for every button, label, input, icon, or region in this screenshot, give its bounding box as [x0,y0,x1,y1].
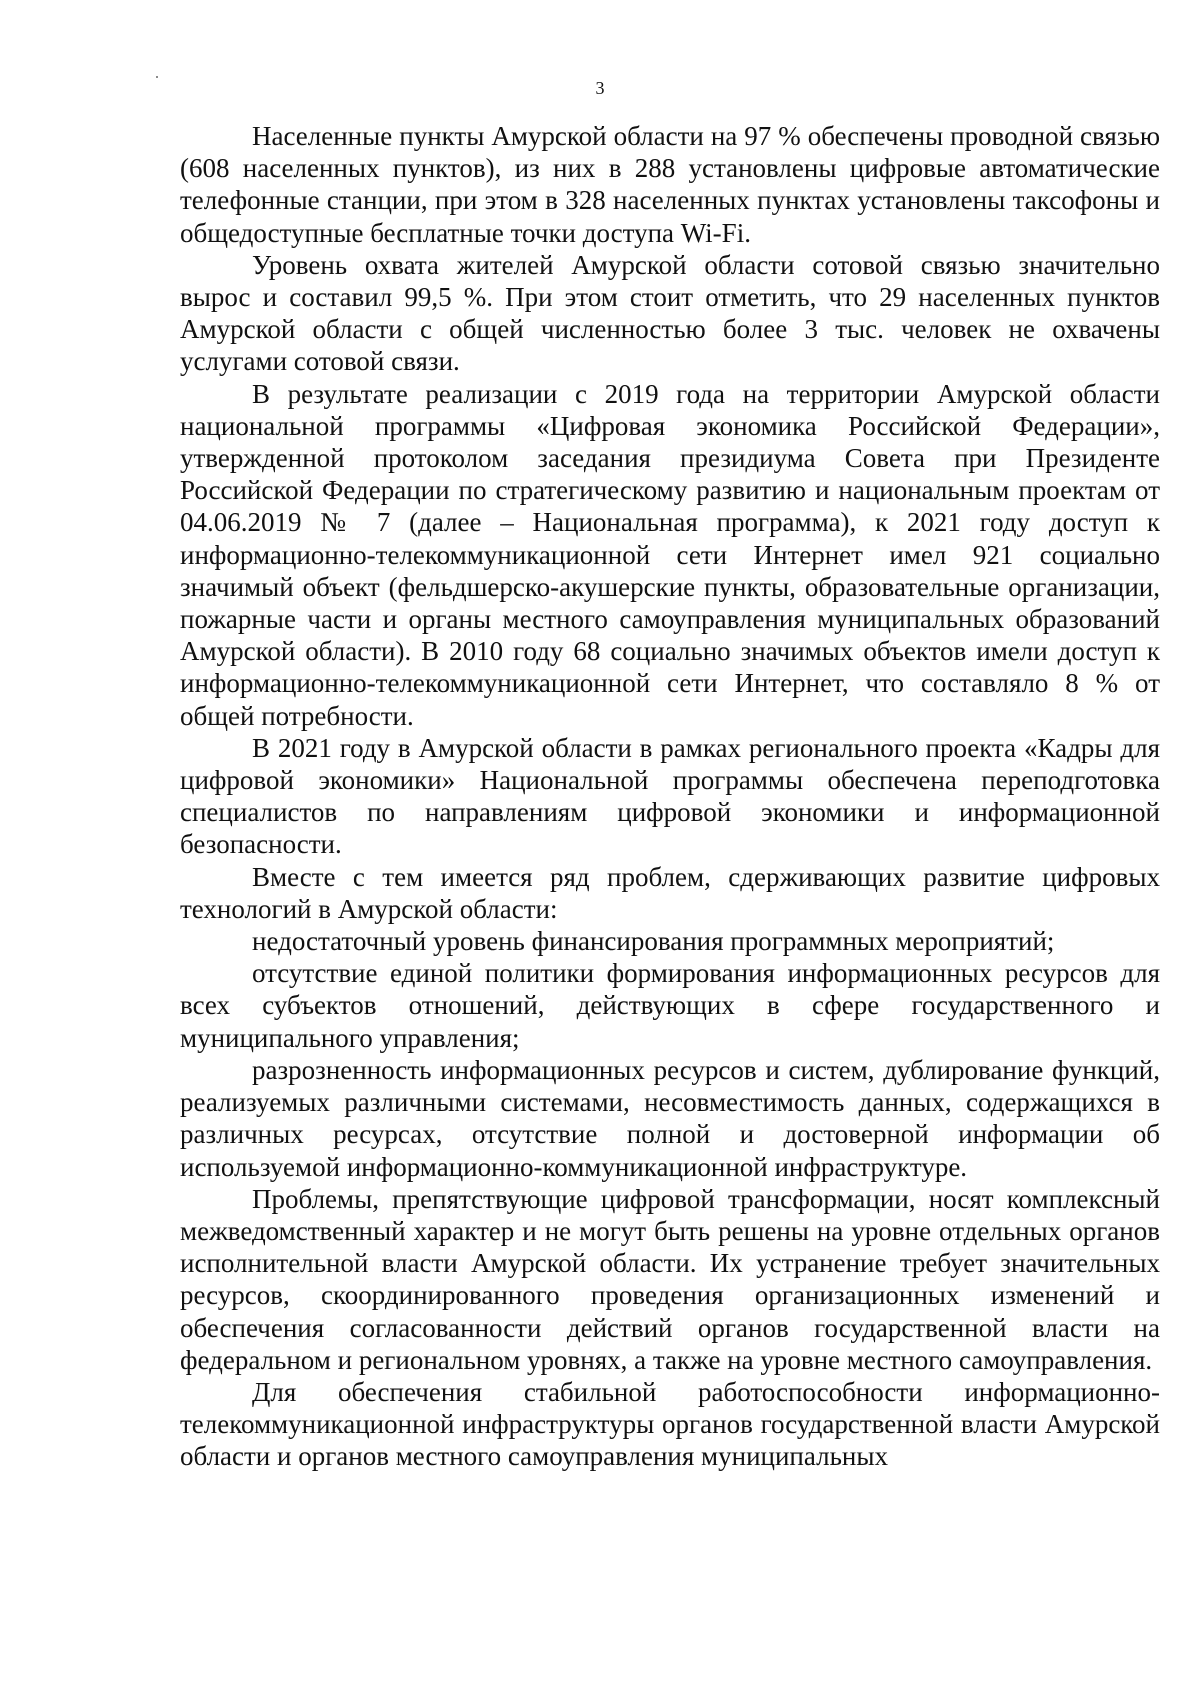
paragraph-problems-intro: Вместе с тем имеется ряд проблем, сдерживающих развитие цифровых технологий в Амурской области: [180,861,1160,924]
paragraph-infrastructure-stability: Для обеспечения стабильной работоспособности информационно-телекоммуникационной инфраструктуры органов государственной власти Амурской области и органов местного самоуправления муниципальных [180,1376,1160,1472]
paragraph-problem-funding: недостаточный уровень финансирования программных мероприятий; [252,926,1055,957]
paragraph-digital-personnel: В 2021 году в Амурской области в рамках регионального проекта «Кадры для цифровой экономики» Национальной программы обеспечена переподготовка специалистов по направлениям цифровой экономики и информационной безопасности. [180,732,1160,860]
paragraph-problem-policy: отсутствие единой политики формирования информационных ресурсов для всех субъектов отношений, действующих в сфере государственного и муниципального управления; [180,958,1160,1053]
paragraph-problems-complex: Проблемы, препятствующие цифровой трансформации, носят комплексный межведомственный характер и не могут быть решены на уровне отдельных органов исполнительной власти Амурской области. Их устранение требует значительных ресурсов, скоординированного проведения организационных изменений и обеспечения согласованности действий органов государственной власти на федеральном и региональном уровнях, а также на уровне местного самоуправления. [180,1183,1160,1375]
paragraph-national-program: В результате реализации с 2019 года на территории Амурской области национальной программы «Цифровая экономика Российской Федерации», утвержденной протоколом заседания президиума Совета при Президенте Российской Федерации по стратегическому развитию и национальным проектам от 04.06.2019 № 7 (далее – Национальная программа), к 2021 году доступ к информационно-телекоммуникационной сети Интернет имел 921 социально значимый объект (фельдшерско-акушерские пункты, образовательные организации, пожарные части и органы местного самоуправления муниципальных образований Амурской области). В 2010 году 68 социально значимых объектов имели доступ к информационно-телекоммуникационной сети Интернет, что составляло 8 % от общей потребности. [180,378,1160,731]
page-number: 3 [595,78,605,98]
paragraph-landline-coverage: Населенные пункты Амурской области на 97 % обеспечены проводной связью (608 населенных пунктов), из них в 288 установлены цифровые автоматические телефонные станции, при этом в 328 населенных пунктах установлены таксофоны и общедоступные бесплатные точки доступа Wi-Fi. [180,121,1160,248]
paragraph-cellular-coverage: Уровень охвата жителей Амурской области сотовой связью значительно вырос и составил 99,5 %. При этом стоит отметить, что 29 населенных пунктов Амурской области с общей численностью более 3 тыс. человек не охвачены услугами сотовой связи. [180,249,1160,377]
paragraph-problem-fragmentation: разрозненность информационных ресурсов и систем, дублирование функций, реализуемых различными системами, несовместимость данных, содержащихся в различных ресурсах, отсутствие полной и достоверной информации об используемой информационно-коммуникационной инфраструктуре. [180,1054,1160,1182]
document-body [180,120,1160,1473]
